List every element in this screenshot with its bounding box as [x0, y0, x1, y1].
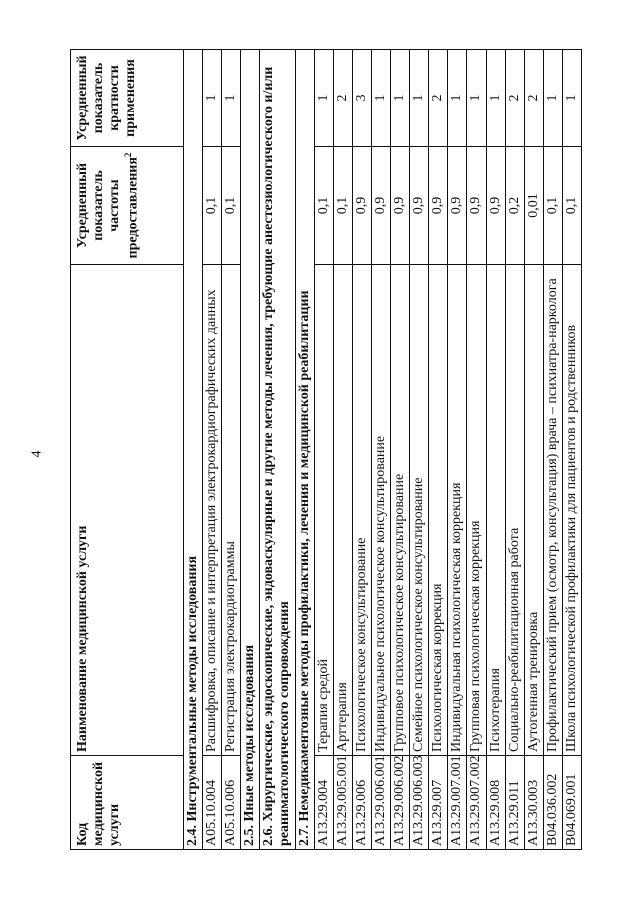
cell-frequency: 0,1 — [543, 147, 562, 265]
rotated-table-wrapper — [70, 50, 580, 850]
table-row — [371, 50, 390, 850]
header-frequency-text: Усредненный показатель частоты предоставления — [75, 157, 141, 259]
cell-multiplicity: 1 — [371, 50, 390, 147]
cell-multiplicity: 1 — [486, 50, 505, 147]
cell-frequency: 0,9 — [352, 147, 371, 265]
cell-code: A13.29.006.003 — [410, 756, 429, 850]
cell-code: A05.10.004 — [203, 756, 222, 850]
cell-multiplicity: 2 — [524, 50, 543, 147]
table-body — [184, 50, 582, 850]
cell-name: Школа психологической профилактики для пациентов и родственников — [562, 265, 581, 756]
table-row — [391, 50, 410, 850]
cell-code: A13.29.006 — [352, 756, 371, 850]
cell-frequency: 0,9 — [391, 147, 410, 265]
cell-name: Профилактический прием (осмотр, консультация) врача – психиатра-нарколога — [543, 265, 562, 756]
cell-frequency: 0,1 — [562, 147, 581, 265]
section-title: 2.5. Иные методы исследования — [241, 50, 260, 850]
header-frequency — [71, 147, 184, 265]
page-number: 4 — [29, 450, 45, 458]
table-row — [524, 50, 543, 850]
table-row-section — [241, 50, 260, 850]
table-row — [222, 50, 241, 850]
cell-name: Психологическое консультирование — [352, 265, 371, 756]
table-row-section — [260, 50, 295, 850]
cell-frequency: 0,1 — [333, 147, 352, 265]
cell-multiplicity: 3 — [352, 50, 371, 147]
cell-code: A13.29.011 — [505, 756, 524, 850]
cell-multiplicity: 2 — [333, 50, 352, 147]
header-code: Код медицинской услуги — [71, 756, 184, 850]
cell-name: Арттерапия — [333, 265, 352, 756]
table-row — [314, 50, 333, 850]
cell-code: A13.29.007 — [429, 756, 448, 850]
cell-code: A13.29.008 — [486, 756, 505, 850]
cell-frequency: 0,01 — [524, 147, 543, 265]
table-row — [467, 50, 486, 850]
table-row — [352, 50, 371, 850]
table-row — [410, 50, 429, 850]
table-header-row — [71, 50, 184, 850]
cell-name: Индивидуальное психологическое консультирование — [371, 265, 390, 756]
cell-code: B04.069.001 — [562, 756, 581, 850]
cell-multiplicity: 1 — [448, 50, 467, 147]
cell-frequency: 0,9 — [371, 147, 390, 265]
cell-code: B04.036.002 — [543, 756, 562, 850]
table-row — [486, 50, 505, 850]
cell-frequency: 0,9 — [410, 147, 429, 265]
cell-frequency: 0,9 — [448, 147, 467, 265]
section-title: 2.4. Инструментальные методы исследования — [184, 50, 203, 850]
cell-name: Терапия средой — [314, 265, 333, 756]
section-title: 2.6. Хирургические, эндоскопические, эндоваскулярные и другие методы лечения, требующие анестезиологического и/или реаниматологического сопровождения — [260, 50, 295, 850]
cell-frequency: 0,1 — [222, 147, 241, 265]
cell-code: A05.10.006 — [222, 756, 241, 850]
table-row — [429, 50, 448, 850]
table-row — [543, 50, 562, 850]
cell-multiplicity: 2 — [429, 50, 448, 147]
cell-name: Семейное психологическое консультирование — [410, 265, 429, 756]
cell-frequency: 0,2 — [505, 147, 524, 265]
cell-multiplicity: 1 — [543, 50, 562, 147]
cell-name: Индивидуальная психологическая коррекция — [448, 265, 467, 756]
table-row-section — [184, 50, 203, 850]
cell-frequency: 0,9 — [467, 147, 486, 265]
cell-frequency: 0,9 — [429, 147, 448, 265]
cell-code: A13.29.005.001 — [333, 756, 352, 850]
cell-name: Расшифровка, описание и интерпретация электрокардиографических данных — [203, 265, 222, 756]
cell-multiplicity: 1 — [314, 50, 333, 147]
table-row — [333, 50, 352, 850]
table-row-section — [295, 50, 314, 850]
cell-name: Регистрация электрокардиограммы — [222, 265, 241, 756]
cell-frequency: 0,1 — [314, 147, 333, 265]
cell-name: Аутогенная тренировка — [524, 265, 543, 756]
cell-code: A13.29.007.001 — [448, 756, 467, 850]
header-multiplicity: Усредненный показатель кратности применения — [71, 50, 184, 147]
cell-name: Социально-реабилитационная работа — [505, 265, 524, 756]
table-row — [562, 50, 581, 850]
cell-name: Психотерапия — [486, 265, 505, 756]
cell-frequency: 0,9 — [486, 147, 505, 265]
cell-code: A13.29.006.001 — [371, 756, 390, 850]
cell-frequency: 0,1 — [203, 147, 222, 265]
cell-multiplicity: 1 — [562, 50, 581, 147]
header-frequency-footnote: 2 — [123, 152, 134, 158]
cell-code: A13.29.004 — [314, 756, 333, 850]
cell-multiplicity: 2 — [505, 50, 524, 147]
table-row — [505, 50, 524, 850]
cell-multiplicity: 1 — [222, 50, 241, 147]
cell-multiplicity: 1 — [391, 50, 410, 147]
section-title: 2.7. Немедикаментозные методы профилактики, лечения и медицинской реабилитации — [295, 50, 314, 850]
table-row — [448, 50, 467, 850]
header-name: Наименование медицинской услуги — [71, 265, 184, 756]
table-row — [203, 50, 222, 850]
cell-multiplicity: 1 — [467, 50, 486, 147]
services-table — [70, 49, 582, 850]
cell-code: A13.29.007.002 — [467, 756, 486, 850]
cell-name: Групповое психологическое консультирование — [391, 265, 410, 756]
cell-multiplicity: 1 — [410, 50, 429, 147]
cell-name: Психологическая коррекция — [429, 265, 448, 756]
cell-code: A13.30.003 — [524, 756, 543, 850]
cell-name: Групповая психологическая коррекция — [467, 265, 486, 756]
cell-code: A13.29.006.002 — [391, 756, 410, 850]
cell-multiplicity: 1 — [203, 50, 222, 147]
